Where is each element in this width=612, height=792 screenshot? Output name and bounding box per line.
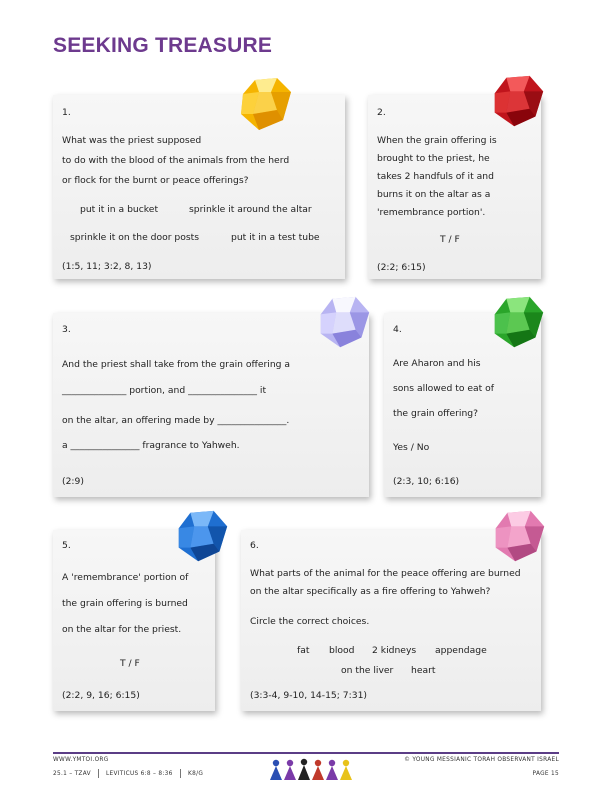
scripture-reference: (1:5, 11; 3:2, 8, 13) [62, 261, 152, 272]
question-text-line: 'remembrance portion'. [377, 207, 486, 218]
question-text-line: to do with the blood of the animals from the herd [62, 155, 290, 166]
answer-choice[interactable]: sprinkle it around the altar [189, 204, 312, 215]
question-text-line: or flock for the burnt or peace offerings? [62, 175, 249, 186]
question-text-line: on the altar specifically as a fire offering to Yahweh? [250, 586, 491, 597]
question-text-line: And the priest shall take from the grain offering a [62, 359, 291, 370]
footer-page-number: PAGE 15 [532, 771, 559, 777]
answer-choice[interactable]: appendage [435, 645, 487, 656]
question-number: 6. [250, 540, 259, 551]
question-number: 1. [62, 107, 71, 118]
answer-choice[interactable]: put it in a bucket [80, 204, 159, 215]
footer-website[interactable]: WWW.YMTOI.ORG [53, 757, 109, 763]
question-number: 4. [393, 324, 402, 335]
question-text-line: What was the priest supposed [62, 135, 202, 146]
answer-choice[interactable]: on the liver [341, 665, 394, 676]
question-number: 5. [62, 540, 71, 551]
scripture-reference: (2:2, 9, 16; 6:15) [62, 690, 140, 701]
children-logo-icon [268, 758, 352, 782]
footer-separator [98, 769, 99, 778]
answer-choice[interactable]: put it in a test tube [231, 232, 320, 243]
fill-in-blank-line[interactable]: ______________ portion, and _______________ it [62, 385, 267, 396]
scripture-reference: (2:2; 6:15) [377, 262, 426, 273]
true-false-choice[interactable]: T / F [120, 658, 140, 669]
question-text-line: the grain offering is burned [62, 598, 188, 609]
question-text-line: sons allowed to eat of [393, 383, 495, 394]
question-number: 3. [62, 324, 71, 335]
scripture-reference: (2:9) [62, 476, 84, 487]
answer-choice[interactable]: 2 kidneys [372, 645, 417, 656]
question-text-line: on the altar for the priest. [62, 624, 182, 635]
question-text-line: burns it on the altar as a [377, 189, 491, 200]
blue-gem-icon [170, 505, 234, 567]
red-gem-icon [487, 70, 549, 132]
yes-no-choice[interactable]: Yes / No [393, 442, 430, 453]
answer-choice[interactable]: fat [297, 645, 310, 656]
page-title: SEEKING TREASURE [53, 34, 273, 57]
footer-grade: K8/G [188, 771, 204, 777]
question-text-line: What parts of the animal for the peace offering are burned [250, 568, 521, 579]
answer-choice[interactable]: sprinkle it on the door posts [70, 232, 200, 243]
scripture-reference: (2:3, 10; 6:16) [393, 476, 460, 487]
lavender-gem-icon [313, 291, 375, 353]
question-number: 2. [377, 107, 386, 118]
footer-lesson-code: 25.1 – TZAV [53, 771, 91, 777]
instruction-text: Circle the correct choices. [250, 616, 370, 627]
question-text-line: takes 2 handfuls of it and [377, 171, 494, 182]
pink-gem-icon [488, 505, 550, 567]
true-false-choice[interactable]: T / F [440, 234, 460, 245]
question-text-line: brought to the priest, he [377, 153, 490, 164]
question-text-line: Are Aharon and his [393, 358, 481, 369]
footer-divider [53, 752, 559, 754]
fill-in-blank-line[interactable]: on the altar, an offering made by _______________. [62, 415, 290, 426]
question-text-line: When the grain offering is [377, 135, 497, 146]
footer-copyright: © YOUNG MESSIANIC TORAH OBSERVANT ISRAEL [404, 757, 559, 763]
answer-choice[interactable]: heart [411, 665, 436, 676]
yellow-gem-icon [233, 72, 297, 136]
footer-scripture: LEVITICUS 6:8 – 8:36 [106, 771, 173, 777]
green-gem-icon [487, 291, 549, 353]
scripture-reference: (3:3-4, 9-10, 14-15; 7:31) [250, 690, 367, 701]
question-text-line: the grain offering? [393, 408, 478, 419]
answer-choice[interactable]: blood [329, 645, 355, 656]
fill-in-blank-line[interactable]: a _______________ fragrance to Yahweh. [62, 440, 240, 451]
question-card-1 [53, 95, 345, 279]
question-text-line: A 'remembrance' portion of [62, 572, 189, 583]
footer-separator [180, 769, 181, 778]
